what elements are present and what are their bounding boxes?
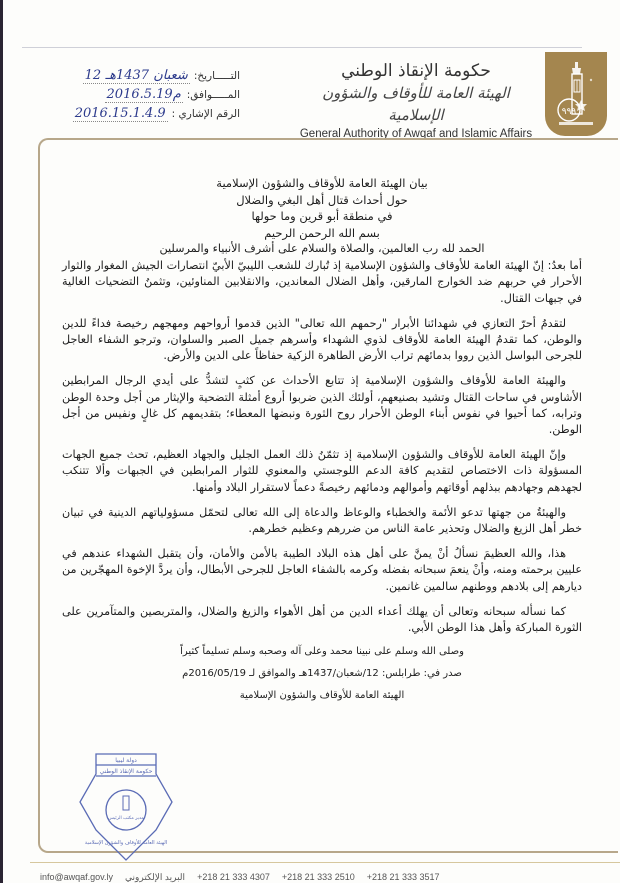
date-label: التـــــاريخ:	[193, 70, 240, 82]
footer-phone: +218 21 333 4307	[197, 872, 270, 882]
footer-email-label: البريد الإلكتروني	[125, 872, 186, 882]
opening-praise: الحمد لله رب العالمين، والصلاة والسلام على أشرف الأنبياء والمرسلين	[159, 242, 485, 255]
document-meta	[30, 68, 240, 125]
paragraph: أما بعدُ: إنّ الهيئة العامة للأوقاف والشؤون الإسلامية إذ تُبارك للشعب الليبيّ الأبيّ انتصارات الجيش المغوار والثوار الأحرار في حربهم ضد الخوارج المارقين، وأهل الضلال المعاندين، والانقلابين المناوئين، وتثمنُ التضحيات الغالية في جبهات القتال.	[62, 259, 582, 305]
statement-body	[62, 175, 582, 703]
scan-edge	[0, 0, 3, 883]
reference-row	[30, 106, 240, 125]
paragraph: والهيئةُ من جهتها تدعو الأئمة والخطباء والوعاظ والدعاة إلى الله تعالى لتحمّل مسؤولياتهم الدينية في تبيان خطر أهل الزيغ والضلال وتحذير عامة الناس من ضررهم وعظيم خطرهم.	[62, 505, 582, 536]
signatory: الهيئة العامة للأوقاف والشؤون الإسلامية	[239, 690, 405, 702]
minaret-emblem-icon	[545, 52, 607, 136]
corresponding-label: المـــــوافق:	[186, 89, 240, 101]
paragraph: هذا، والله العظيمَ نسألُ أنْ يمنَّ على أهل هذه البلاد الطيبة بالأمن والأمان، وأن يتقبل الشهداء عندهم في عليين برحمته ومنه، وأنْ ينعمَ سبحانه بفضله وكرمه بالشفاء العاجل للجرحى الأبطال، وأن يردَّ الإخوة المهجّرين من ديارهم إلى بلادهم ووطنهم سالمين غانمين.	[62, 547, 582, 593]
reference-label: الرقم الإشاري :	[171, 108, 240, 120]
reference-value: 2016.15.1.4.9	[74, 106, 166, 121]
statement-location: في منطقة أبو قرين وما حولها	[251, 209, 393, 223]
footer-phone: +218 21 333 2510	[281, 872, 355, 882]
footer-email[interactable]: info@awqaf.gov.ly	[40, 872, 114, 882]
authority-emblem-logo	[545, 52, 607, 136]
official-stamp	[78, 752, 174, 862]
issued-date-place: صدر في: طرابلس: 12/شعبان/1437هـ والموافق لـ 2016/05/19م	[182, 668, 462, 680]
authority-name-english: General Authority of Awqaf and Islamic Affairs	[299, 128, 533, 140]
date-value: 12 شعبان 1437هـ	[84, 68, 188, 83]
closing-prayer: وصلى الله وسلم على نبينا محمد وعلى آله وصحبه وسلم تسليماً كثيراً	[180, 646, 464, 658]
stamp-ring: الهيئة العامة للأوقاف والشؤون الإسلامية	[84, 840, 168, 846]
statement-subtitle: حول أحداث قتال أهل البغي والضلال	[236, 192, 408, 207]
stamp-country: دولة ليبيا	[115, 757, 137, 764]
octagram-stamp-icon	[78, 752, 174, 862]
top-rule	[22, 47, 582, 48]
corresponding-value: 2016.5.19م	[106, 87, 181, 102]
paragraph: والهيئة العامة للأوقاف والشؤون الإسلامية إذ تتابع الأحداث عن كثبٍ لتشدُّ على أيدي الرجال المرابطين الأشاوس في ساحات القتال وتشيد بصنيعهم، أولئك الذين ضربوا أروع أمثلة التضحية والإيثار من أجل وحدة الوطن وترابه، كما أحيوا في نفوس أبناء الوطن الأحرار روح الثورة ونبضها المعطاء؛ بتقديمهم كل غالٍ ونفيس من أجل الوطن.	[62, 374, 582, 437]
stamp-center: مدير مكتب الرئيس	[108, 816, 144, 821]
footer-rule	[30, 862, 620, 863]
authority-name-arabic: الهيئة العامة للأوقاف والشؤون الإسلامية	[322, 84, 510, 124]
paragraph: وإنّ الهيئة العامة للأوقاف والشؤون الإسلامية إذ تثمّنُ ذلك العمل الجليل والجهاد العظيم، تحث جميع الجهات المسؤولة ذات الاختصاص لتقديم كافة الدعم اللوجستي والمعنوي للثوار المرابطين في الجبهات وألا تتنكب لجهدهم وجهادهم ببذلهم أوقاتهم وأموالهم ودمائهم رخيصةً دعماً لاستقرار البلاد وأمنها.	[62, 448, 582, 494]
government-name: حكومة الإنقاذ الوطني	[341, 61, 491, 81]
hijri-date-row	[30, 68, 240, 87]
contact-footer	[40, 872, 620, 883]
paragraph: لتقدمُ أحرّ التعازي في شهدائنا الأبرار "رحمهم الله تعالى" الذين قدموا أرواحهم ومهجهم رخيصة فداءً للدين والوطن، كما تقدمُ الهيئة العامة للأوقاف لذوي الشهداء وأسرهم جميل الصبر والسلوان، وترجو الشفاء العاجل للجرحى البواسل الذين رووا بدمائهم تراب الأرض الطاهرة الزكية حفاظاً على الدين والأرض.	[62, 316, 582, 363]
statement-title: بيان الهيئة العامة للأوقاف والشؤون الإسلامية	[216, 176, 428, 190]
gregorian-date-row	[30, 87, 240, 106]
stamp-government: حكومة الإنقاذ الوطني	[99, 768, 153, 775]
paragraph: كما نسأله سبحانه وتعالى أن يهلك أعداء الدين من أهل الأهواء والزيغ والضلال، والمتربصين والمتآمرين على الثورة المباركة وأهل هذا الوطن الأبي.	[62, 604, 582, 635]
svg-text:٩٩٩: ٩٩٩	[561, 107, 577, 117]
basmala: بسم الله الرحمن الرحيم	[264, 225, 380, 240]
organization-header	[296, 60, 536, 142]
footer-phone: +218 21 333 3517	[366, 872, 440, 882]
